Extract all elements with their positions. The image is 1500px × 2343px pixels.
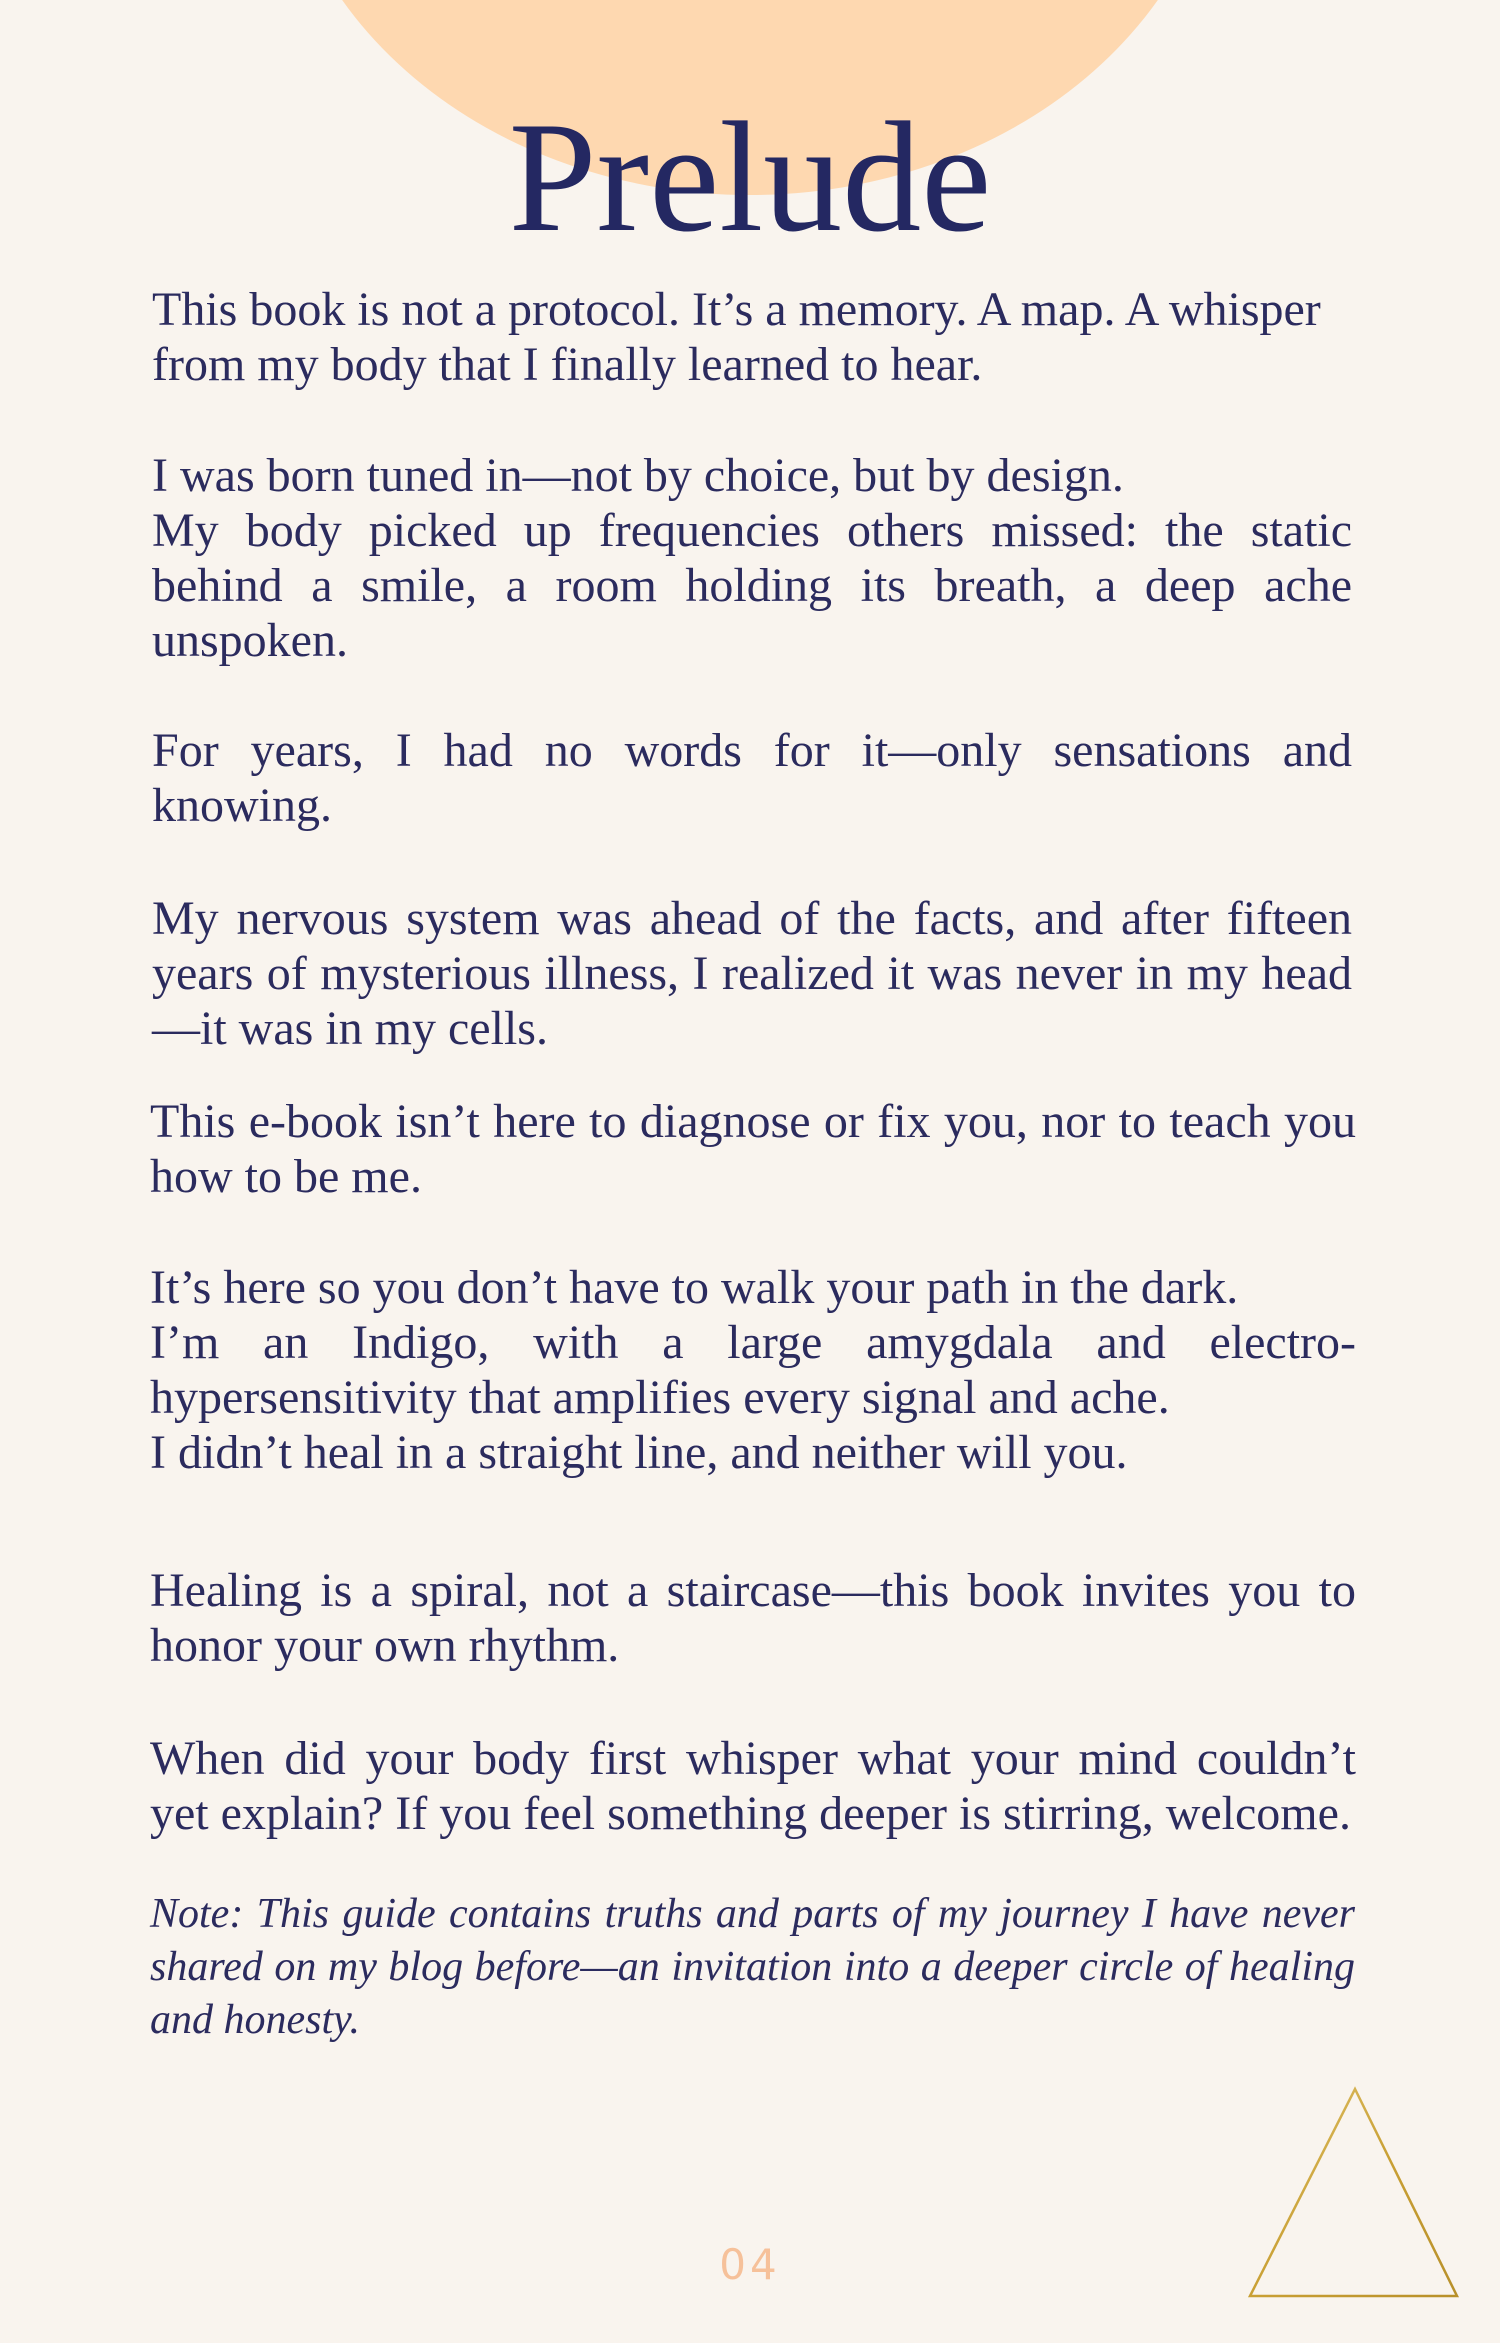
paragraph-text: I didn’t heal in a straight line, and neither will you.	[150, 1426, 1128, 1479]
page-title: Prelude	[508, 90, 992, 265]
paragraph-text: For years, I had no words for it—only sensations and knowing.	[152, 724, 1352, 832]
paragraph-text: When did your body first whisper what your mind couldn’t yet explain? If you feel something deeper is stirring, welcome.	[150, 1732, 1356, 1840]
paragraph-whisper	[150, 1731, 1356, 1841]
page-number: 04	[719, 2240, 781, 2289]
paragraph-text: My body picked up frequencies others missed: the static behind a smile, a room holding its breath, a deep ache unspoken.	[152, 504, 1352, 667]
paragraph-nervous-system	[152, 891, 1352, 1056]
paragraph-ebook	[150, 1094, 1356, 1204]
paragraph-walk-path	[150, 1260, 1356, 1480]
paragraph-intro	[152, 282, 1352, 392]
paragraph-born-tuned	[152, 448, 1352, 668]
triangle-outline-icon	[1245, 2085, 1460, 2300]
note-paragraph: Note: This guide contains truths and parts of my journey I have never shared on my blog before—an invitation into a deeper circle of healing and honesty.	[150, 1891, 1355, 2043]
paragraph-text: It’s here so you don’t have to walk your path in the dark.	[150, 1261, 1239, 1314]
paragraph-years	[152, 723, 1352, 833]
paragraph-text: Healing is a spiral, not a staircase—this book invites you to honor your own rhythm.	[150, 1564, 1356, 1672]
paragraph-text: This e-book isn’t here to diagnose or fix you, nor to teach you how to be me.	[150, 1095, 1356, 1203]
paragraph-text: My nervous system was ahead of the facts, and after fifteen years of mysterious illness, I realized it was never in my head —it was in my cells.	[152, 892, 1352, 1055]
paragraph-text: I’m an Indigo, with a large amygdala and electro-hypersensitivity that amplifies every signal and ache.	[150, 1316, 1356, 1424]
paragraph-text: I was born tuned in—not by choice, but by design.	[152, 449, 1124, 502]
paragraph-text: This book is not a protocol. It’s a memory. A map. A whisper from my body that I finally learned to hear.	[152, 283, 1321, 391]
paragraph-spiral	[150, 1563, 1356, 1673]
